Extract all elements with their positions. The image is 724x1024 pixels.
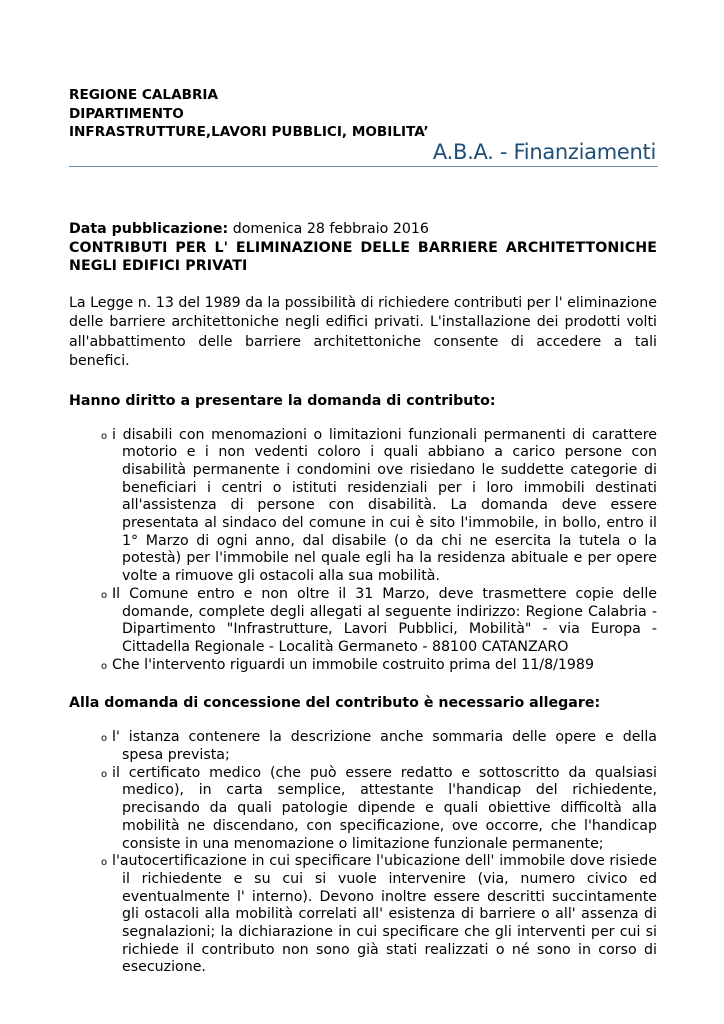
bullet-icon: o — [101, 733, 108, 745]
list-item-text: Che l'intervento riguardi un immobile costruito prima del 11/8/1989 — [112, 656, 594, 673]
list-item — [69, 586, 657, 657]
bullet-icon: o — [101, 430, 108, 442]
list-item — [69, 729, 657, 764]
document-header-title: A.B.A. - Finanziamenti — [432, 140, 656, 164]
list-item — [69, 853, 657, 977]
list-item — [69, 657, 657, 675]
bullet-icon: o — [101, 660, 108, 672]
eligibility-list — [69, 427, 657, 675]
list-item — [69, 765, 657, 854]
intro-paragraph: La Legge n. 13 del 1989 da la possibilità di richiedere contributi per l' eliminazione delle barriere architettoniche negli edifici privati. L'installazione dei prodotti volti all'abbattimento delle barriere architettoniche consente di accedere a tali benefici. — [69, 294, 657, 369]
org-department: DIPARTIMENTO — [69, 105, 184, 122]
list-item-text: i disabili con menomazioni o limitazioni funzionali permanenti di carattere motorio e i non vedenti coloro i quali abbiano a carico persone con disabilità permanente i condomini ove risiedano le suddette categorie di beneficiari i centri o istituti residenziali per i loro immobili destinati all'assistenza di persone con disabilità. La domanda deve essere presentata al sindaco del comune in cui è sito l'immobile, in bollo, entro il 1° Marzo di ogni anno, dal disabile (o da chi ne esercita la tutela o la potestà) per l'immobile nel quale egli ha la residenza abituale e per opere volte a rimuove gli ostacoli alla sua mobilità. — [112, 426, 657, 585]
org-department-name: INFRASTRUTTURE,LAVORI PUBBLICI, MOBILITA’ — [69, 124, 429, 140]
list-item-text: l' istanza contenere la descrizione anche sommaria delle opere e della spesa prevista; — [112, 729, 657, 764]
bullet-icon: o — [101, 768, 108, 780]
document-main-title: CONTRIBUTI PER L' ELIMINAZIONE DELLE BARRIERE ARCHITETTONICHE NEGLI EDIFICI PRIVATI — [69, 239, 657, 274]
bullet-icon: o — [101, 857, 108, 869]
list-item-text: Il Comune entro e non oltre il 31 Marzo, deve trasmettere copie delle domande, complete degli allegati al seguente indirizzo: Regione Calabria - Dipartimento "Infrastrutture, Lavori Pubblici, Mobilità" - via Europa - Cittadella Regionale - Località Germaneto - 88100 CATANZARO — [112, 585, 657, 655]
bullet-icon: o — [101, 589, 108, 601]
list-item — [69, 427, 657, 586]
document-body — [69, 220, 657, 977]
org-region: REGIONE CALABRIA — [69, 87, 219, 103]
attachments-list — [69, 729, 657, 977]
publication-date-label: Data pubblicazione: — [69, 221, 229, 237]
eligibility-heading: Hanno diritto a presentare la domanda di contributo: — [69, 392, 496, 409]
organization-header — [69, 86, 429, 142]
header-divider — [69, 166, 658, 167]
list-item-text: l'autocertificazione in cui specificare l'ubicazione dell' immobile dove risiede il richiedente e su cui si vuole intervenire (via, numero civico ed eventualmente l' interno). Devono inoltre essere descritti succintamente gli ostacoli alla mobilità correlati all' esistenza di barriere o all' assenza di segnalazioni; la dichiarazione in cui specificare che gli interventi per cui si richiede il contributo non sono già stati realizzati o né sono in corso di esecuzione. — [112, 853, 657, 976]
publication-date-value: domenica 28 febbraio 2016 — [228, 221, 429, 237]
attachments-heading: Alla domanda di concessione del contributo è necessario allegare: — [69, 695, 601, 712]
publication-date-line — [69, 220, 657, 239]
list-item-text: il certificato medico (che può essere redatto e sottoscritto da qualsiasi medico), in carta semplice, attestante l'handicap del richiedente, precisando da quali patologie dipende e quali obiettive difficoltà alla mobilità ne discendano, con specificazione, ove occorre, che l'handicap consiste in una menomazione o limitazione funzionale permanente; — [112, 764, 657, 852]
